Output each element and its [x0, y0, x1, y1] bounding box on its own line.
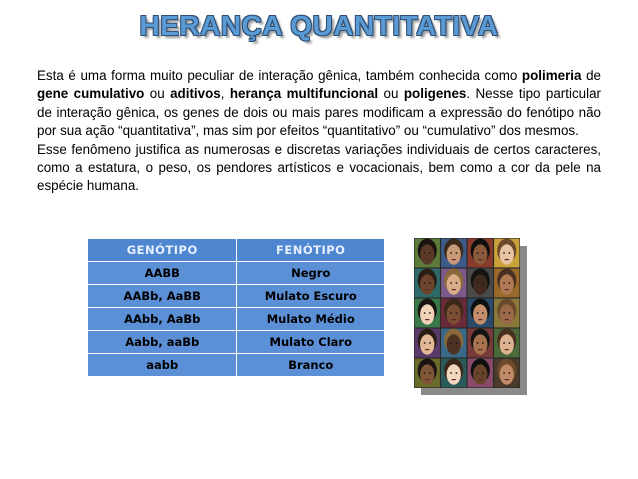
term-poligenes: poligenes [403, 86, 467, 102]
table-row [88, 262, 385, 285]
face-photo-tile [441, 359, 466, 388]
faces-collage-image [414, 238, 520, 388]
term-aditivos: aditivos [170, 86, 221, 102]
phenotype-cell: Branco [237, 354, 385, 377]
face-photo-tile [494, 329, 519, 358]
phenotype-cell: Negro [237, 262, 385, 285]
face-photo-tile [441, 329, 466, 358]
genotype-phenotype-table [87, 238, 385, 377]
phenotype-cell: Mulato Médio [237, 308, 385, 331]
face-photo-tile [468, 299, 493, 328]
table-row [88, 331, 385, 354]
face-photo-tile [415, 299, 440, 328]
face-photo-tile [468, 329, 493, 358]
genotype-cell: AABb, AaBB [88, 285, 237, 308]
face-photo-tile [415, 329, 440, 358]
face-photo-tile [494, 269, 519, 298]
paragraph-1 [37, 67, 601, 141]
face-photo-tile [468, 269, 493, 298]
paragraph-1-text-1: Esta é uma forma muito peculiar de interação gênica, também conhecida como [37, 68, 522, 83]
paragraph-1-text-4: , [220, 86, 230, 102]
face-photo-tile [494, 359, 519, 388]
table-header-row [88, 239, 385, 262]
genotype-cell: aabb [88, 354, 237, 377]
table-row [88, 354, 385, 377]
face-photo-tile [415, 239, 440, 268]
paragraph-1-text-3: ou [144, 86, 171, 102]
face-photo-tile [468, 359, 493, 388]
phenotype-cell: Mulato Claro [237, 331, 385, 354]
paragraph-1-text-6: . Nesse tipo particular de interação gênica, os genes de dois ou mais pares modificam a expressão do fenótipo não por sua ação “quantitativa”, mas sim por efeitos “quantitativo” ou “cumulativo” dos mesmos. [37, 86, 601, 139]
genotype-cell: AABB [88, 262, 237, 285]
paragraph-1-text-5: ou [378, 86, 404, 102]
face-photo-tile [441, 269, 466, 298]
face-photo-tile [468, 239, 493, 268]
face-photo-tile [494, 239, 519, 268]
term-polimeria: polimeria [521, 68, 582, 83]
face-photo-tile [415, 359, 440, 388]
face-photo-tile [441, 239, 466, 268]
table-row [88, 285, 385, 308]
slide-title: HERANÇA QUANTITATIVA [139, 10, 499, 41]
body-text [37, 67, 601, 196]
header-genotipo: GENÓTIPO [88, 239, 237, 262]
term-heranca-multifuncional: herança multifuncional [229, 86, 379, 102]
face-photo-tile [441, 299, 466, 328]
paragraph-1-text-2: de [581, 68, 601, 83]
face-photo-tile [494, 299, 519, 328]
genotype-cell: AAbb, AaBb [88, 308, 237, 331]
table-row [88, 308, 385, 331]
faces-photo-collage [414, 238, 520, 388]
genotype-cell: Aabb, aaBb [88, 331, 237, 354]
term-gene-cumulativo: gene cumulativo [37, 86, 145, 102]
phenotype-cell: Mulato Escuro [237, 285, 385, 308]
paragraph-2: Esse fenômeno justifica as numerosas e discretas variações individuais de certos caracteres, como a estatura, o peso, os pendores artísticos e vocacionais, bem como a cor da pele na espécie humana. [37, 141, 601, 194]
face-photo-tile [415, 269, 440, 298]
header-fenotipo: FENÓTIPO [237, 239, 385, 262]
